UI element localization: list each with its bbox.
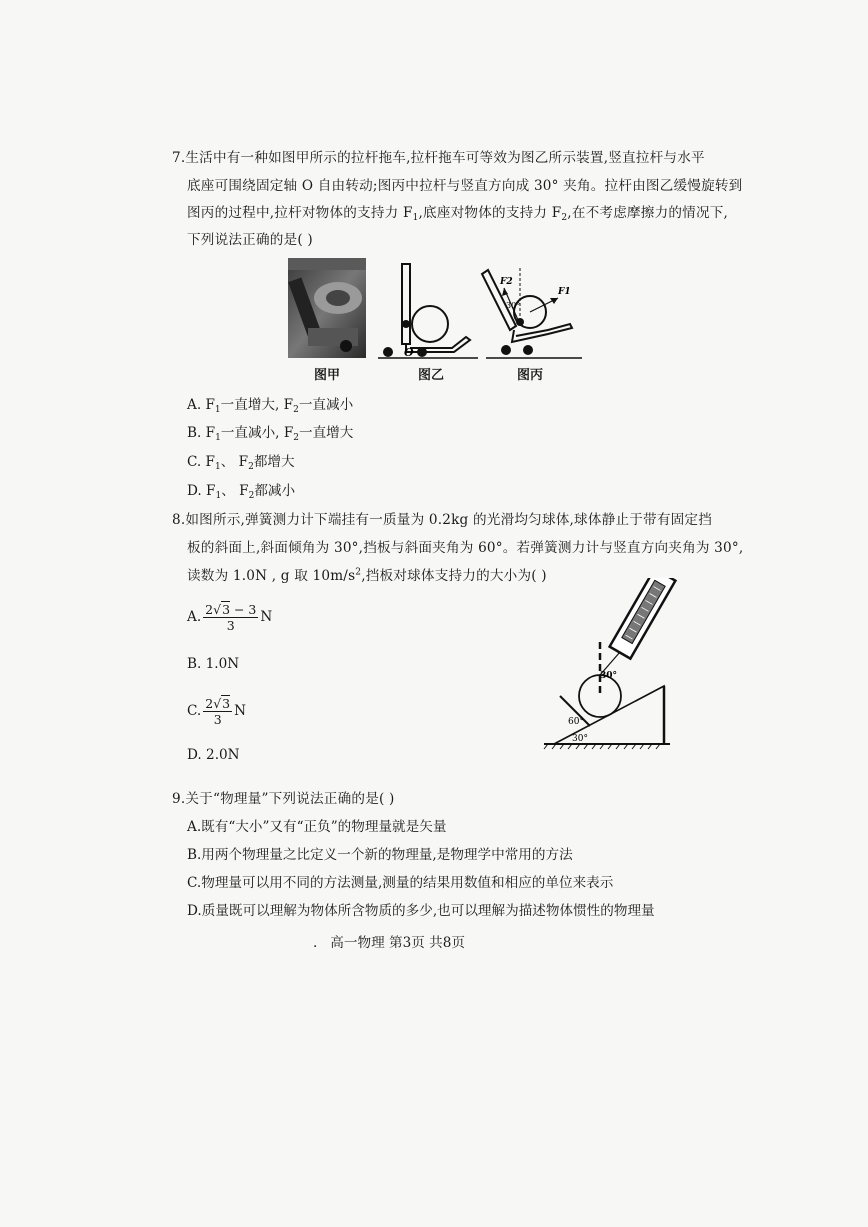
- figure-yi-diagram: [378, 260, 478, 362]
- q7-stem-line-4: 下列说法正确的是( ): [187, 232, 313, 248]
- q9-option-b: B.用两个物理量之比定义一个新的物理量,是物理学中常用的方法: [187, 847, 573, 863]
- q8-stem-line-3: 读数为 1.0N , g 取 $10m/s^2$,挡板对球体支持力的大小为( ): [187, 567, 547, 584]
- q9-stem: 9.关于“物理量”下列说法正确的是( ): [172, 791, 395, 807]
- q9-option-c: C.物理量可以用不同的方法测量,测量的结果用数值和相应的单位来表示: [187, 875, 614, 891]
- q9-option-a: A.既有“大小”又有“正负”的物理量就是矢量: [187, 819, 447, 835]
- q9-option-d: D.质量既可以理解为物体所含物质的多少,也可以理解为描述物体惯性的物理量: [187, 903, 655, 919]
- f1-label: F1: [558, 287, 571, 297]
- axis-o-label: O: [404, 346, 414, 359]
- page-footer: . 高一物理 第3页 共8页: [313, 935, 465, 951]
- incline-angle-label: 30°: [572, 734, 588, 744]
- plate-angle-label: 60°: [568, 717, 584, 727]
- f2-label: F2: [500, 277, 513, 287]
- q7-option-a: A. $F_1$一直增大, $F_2$一直减小: [187, 397, 354, 415]
- q8-figure-incline: [540, 578, 680, 750]
- q7-option-d: D. $F_1$、 $F_2$都减小: [187, 483, 296, 501]
- angle-30-label: 30°: [506, 301, 521, 310]
- figure-bing-label: 图丙: [517, 368, 544, 383]
- q7-stem-line-3: 图丙的过程中,拉杆对物体的支持力 $F_1$,底座对物体的支持力 $F_2$,在不考虑摩擦力的情况下,: [187, 205, 729, 223]
- q8-stem-line-1: 8.如图所示,弹簧测力计下端挂有一质量为 0.2kg 的光滑均匀球体,球体静止于带有固定挡: [172, 512, 712, 528]
- q8-option-a: A. $\frac{2√3 - 3}{3}$ N: [187, 602, 273, 633]
- q8-stem-line-2: 板的斜面上,斜面倾角为 30°,挡板与斜面夹角为 60°。若弹簧测力计与竖直方向夹角为 30°,: [187, 540, 744, 556]
- q8-option-b: B. 1.0N: [187, 656, 240, 672]
- q7-option-b: B. $F_1$一直减小, $F_2$一直增大: [187, 425, 354, 443]
- figure-jia-label: 图甲: [314, 368, 341, 383]
- figure-yi-label: 图乙: [418, 368, 445, 383]
- q8-option-c: C. $\frac{2√3}{3}$ N: [187, 696, 247, 727]
- q7-stem-line-2: 底座可围绕固定轴 O 自由转动;图丙中拉杆与竖直方向成 30° 夹角。拉杆由图乙缓慢旋转到: [187, 178, 743, 194]
- spring-angle-label: 30°: [600, 671, 618, 681]
- figure-jia-photo: [288, 258, 366, 358]
- q7-stem-line-1: 7.生活中有一种如图甲所示的拉杆拖车,拉杆拖车可等效为图乙所示装置,竖直拉杆与水平: [172, 150, 705, 166]
- q8-option-d: D. 2.0N: [187, 747, 240, 763]
- figure-bing-diagram: [478, 262, 586, 362]
- q7-option-c: C. $F_1$、 $F_2$都增大: [187, 454, 295, 472]
